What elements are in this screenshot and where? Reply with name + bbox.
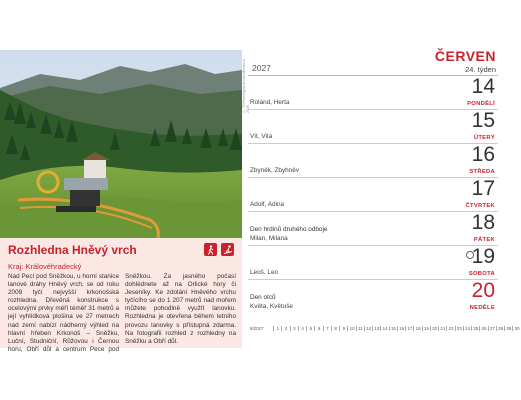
mini-day: 10 (347, 326, 355, 331)
mini-day: 22 (446, 326, 454, 331)
day-number: 16 (471, 143, 495, 166)
mini-day: 4 (298, 326, 306, 331)
mini-day: 29 (504, 326, 512, 331)
holiday-label: Den otců (250, 294, 276, 301)
mini-day: 2 (281, 326, 289, 331)
year-label: 2027 (252, 63, 271, 73)
day-row (248, 246, 498, 280)
weekday-label: NEDĚLE (469, 305, 495, 311)
mini-day: 20 (430, 326, 438, 331)
mini-day: 9 (339, 326, 347, 331)
week-calendar (248, 48, 520, 348)
name-day: Roland, Herta (250, 99, 290, 106)
info-title: Rozhledna Hněvý vrch (8, 243, 137, 257)
day-row (248, 110, 498, 144)
day-row (248, 280, 498, 313)
day-row (248, 212, 498, 246)
mini-day: 30 (512, 326, 520, 331)
weekday-label: ČTVRTEK (465, 203, 495, 209)
mini-day: 3 (290, 326, 298, 331)
activity-icons (204, 243, 234, 256)
mini-month-label: 6/2027 (250, 326, 264, 331)
day-number: 18 (471, 211, 495, 234)
info-box (0, 238, 242, 353)
name-day: Milan, Milana (250, 235, 288, 242)
landscape-photo (0, 50, 242, 238)
weekday-label: PÁTEK (473, 237, 495, 243)
weekday-label: SOBOTA (468, 271, 495, 277)
weekday-label: PONDĚLÍ (467, 101, 495, 107)
mini-day: 21 (438, 326, 446, 331)
mini-month-calendar (248, 326, 520, 336)
mini-day: 24 (463, 326, 471, 331)
mini-day: 26 (479, 326, 487, 331)
hiking-icon (204, 243, 217, 256)
mini-day: 13 (372, 326, 380, 331)
calendar-page (0, 48, 520, 353)
mini-day: 7 (323, 326, 331, 331)
holiday-label: Den hrdinů druhého odboje (250, 226, 328, 233)
week-label: 24. týden (465, 65, 496, 74)
weekday-label: STŘEDA (469, 169, 495, 175)
mini-day: 6 (314, 326, 322, 331)
mini-day: 19 (422, 326, 430, 331)
mini-day: 8 (331, 326, 339, 331)
mini-day: 15 (389, 326, 397, 331)
name-day: Květa, Květuše (250, 303, 293, 310)
mini-day: 25 (471, 326, 479, 331)
mini-day: 14 (380, 326, 388, 331)
mini-day: 5 (306, 326, 314, 331)
mini-day: 28 (496, 326, 504, 331)
name-day: Adolf, Adina (250, 201, 285, 208)
skiing-icon (221, 243, 234, 256)
mini-day: 16 (397, 326, 405, 331)
mini-day: 18 (413, 326, 421, 331)
info-description: Nad Pecí pod Sněžkou, u horní stanice lanové dráhy Hněvý vrch, se od roku 2009 tyčí nejvyšší krkonošská rozhledna. Dřevěná konstrukce s ocelovými prvky měří téměř 31 metrů a její vyhlídková plošina ve 27 metrech nad zemí nabízí nádherný výhled na hlavní hřeben Krkonoš – Sněžku, Luční, Studniční, Růžovou i Černou horu, Obří důl a centrum Pece pod Sněžkou. Za jasného počasí dohlédnete až na Orlické hory či Jeseníky. Ke zdolání Hněvého vrchu tyčícího se do 1 207 metrů nad mořem můžete pohodlně využít lanovku. Rozhledna je otevřena během letního provozu lanovky s přístupná zdarma. Na fotografii rozhled z rozhledny na Sněžku a Obří důl. (8, 273, 236, 353)
left-panel (0, 50, 250, 353)
day-row (248, 178, 498, 212)
day-number: 19 (471, 245, 495, 268)
mini-day: 17 (405, 326, 413, 331)
mini-day: 11 (356, 326, 364, 331)
name-day: Zbyněk, Zbyhněv (250, 167, 300, 174)
photo-credit: © TOPtravelgraphics/shutterstock 2026 (242, 59, 250, 113)
name-day: Vít, Vita (250, 133, 273, 140)
month-label: ČERVEN (434, 48, 496, 64)
region-label: Kraj: Královéhradecký (8, 262, 82, 271)
day-number: 20 (471, 279, 495, 302)
day-number: 17 (471, 177, 495, 200)
mini-day: 1 (273, 326, 281, 331)
mini-day: 23 (455, 326, 463, 331)
day-row (248, 76, 498, 110)
name-day: Leoš, Leo (250, 269, 279, 276)
weekday-label: ÚTERÝ (473, 135, 495, 141)
mini-day: 27 (488, 326, 496, 331)
day-number: 15 (471, 109, 495, 132)
day-row (248, 144, 498, 178)
mini-day: 12 (364, 326, 372, 331)
day-number: 14 (471, 75, 495, 98)
